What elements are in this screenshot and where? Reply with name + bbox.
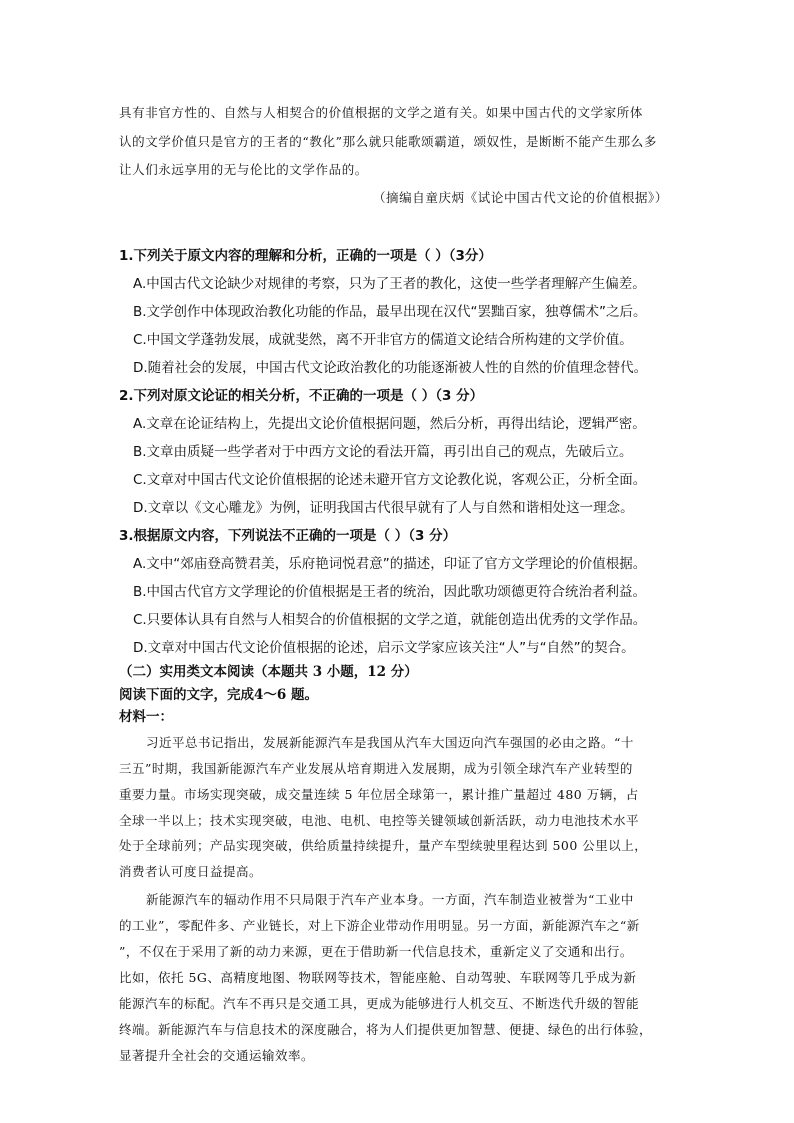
question-1-option-d: D.随着社会的发展，中国古代文论政治教化的功能逐渐被人性的自然的价值理念替代。	[133, 360, 648, 376]
question-3-stem: 3.根据原文内容，下列说法不正确的一项是（ ）（3 分）	[119, 528, 457, 544]
question-3-option-a: A.文中“郊庙登高赞君美，乐府艳词悦君意”的描述，印证了官方文学理论的价值根据。	[133, 556, 647, 572]
section-instruction: 阅读下面的文字，完成4～6 题。	[119, 687, 318, 703]
question-2-option-c: C.文章对中国古代文论价值根据的论述未避开官方文论教化说，客观公正，分析全面。	[133, 472, 647, 488]
passage-line: 让人们永远享用的无与伦比的文学作品的。	[119, 162, 368, 177]
material-label: 材料一：	[119, 709, 173, 725]
question-3-option-d: D.文章对中国古代文论价值根据的论述，启示文学家应该关注“人”与“自然”的契合。	[133, 640, 635, 656]
material-line: 的工业”，零配件多、产业链长，对上下游企业带动作用明显。另一方面，新能源汽车之“新	[119, 918, 640, 933]
material-line: 消费者认可度日益提高。	[119, 864, 263, 879]
passage-citation: （摘编自童庆炳《试论中国古代文论的价值根据》）	[372, 190, 668, 205]
question-2-option-d: D.文章以《文心雕龙》为例，证明我国古代很早就有了人与自然和谐相处这一理念。	[133, 500, 634, 516]
question-3-option-b: B.中国古代官方文学理论的价值根据是王者的统治，因此歌功颂德更符合统治者利益。	[133, 584, 647, 600]
passage-line: 具有非官方性的、自然与人相契合的价值根据的文学之道有关。如果中国古代的文学家所体	[119, 105, 644, 120]
material-line: 处于全球前列；产品实现突破，供给质量持续提升，量产车型续驶里程达到 500 公里以上，	[119, 838, 648, 853]
material-line: 重要力量。市场实现突破，成交量连续 5 年位居全球第一，累计推广量超过 480 万辆，占	[119, 787, 639, 802]
question-2-option-a: A.文章在论证结构上，先提出文论价值根据问题，然后分析，再得出结论，逻辑严密。	[133, 416, 646, 432]
material-line: 显著提升全社会的交通运输效率。	[119, 1048, 315, 1063]
passage-line: 认的文学价值只是官方的王者的“教化”那么就只能歌颂霸道，颂奴性，是断断不能产生那么多	[119, 134, 657, 149]
material-line: 终端。新能源汽车与信息技术的深度融合，将为人们提供更加智慧、便捷、绿色的出行体验，	[119, 1022, 653, 1037]
material-line: 能源汽车的标配。汽车不再只是交通工具，更成为能够进行人机交互、不断迭代升级的智能	[119, 996, 640, 1011]
question-2-stem: 2.下列对原文论证的相关分析，不正确的一项是（ ）（3 分）	[119, 388, 484, 404]
question-1-option-b: B.文学创作中体现政治教化功能的作品，最早出现在汉代“罢黜百家，独尊儒术”之后。	[133, 304, 647, 320]
material-line: 新能源汽车的辐动作用不只局限于汽车产业本身。一方面，汽车制造业被誉为“工业中	[146, 892, 634, 907]
question-1-option-a: A.中国古代文论缺少对规律的考察，只为了王者的教化，这使一些学者理解产生偏差。	[133, 276, 646, 292]
section-heading: （二）实用类文本阅读（本题共 3 小题，12 分）	[119, 664, 418, 680]
question-3-option-c: C.只要体认具有自然与人相契合的价值根据的文学之道，就能创造出优秀的文学作品。	[133, 612, 647, 628]
material-line: 习近平总书记指出，发展新能源汽车是我国从汽车大国迈向汽车强国的必由之路。“十	[146, 735, 634, 750]
material-line: 比如，依托 5G、高精度地图、物联网等技术，智能座舱、自动驾驶、车联网等几乎成为新	[119, 970, 637, 985]
material-line: ”，不仅在于采用了新的动力来源，更在于借助新一代信息技术，重新定义了交通和出行。	[119, 944, 633, 959]
question-1-stem: 1.下列关于原文内容的理解和分析，正确的一项是（ ）（3分）	[119, 248, 492, 264]
question-1-option-c: C.中国文学蓬勃发展，成就斐然，离不开非官方的儒道文论结合所构建的文学价值。	[133, 332, 633, 348]
material-line: 三五”时期，我国新能源汽车产业发展从培育期进入发展期，成为引领全球汽车产业转型的	[119, 761, 633, 776]
material-line: 全球一半以上；技术实现突破，电池、电机、电控等关键领域创新活跃，动力电池技术水平	[119, 813, 640, 828]
question-2-option-b: B.文章由质疑一些学者对于中西方文论的看法开篇，再引出自己的观点，先破后立。	[133, 444, 633, 460]
